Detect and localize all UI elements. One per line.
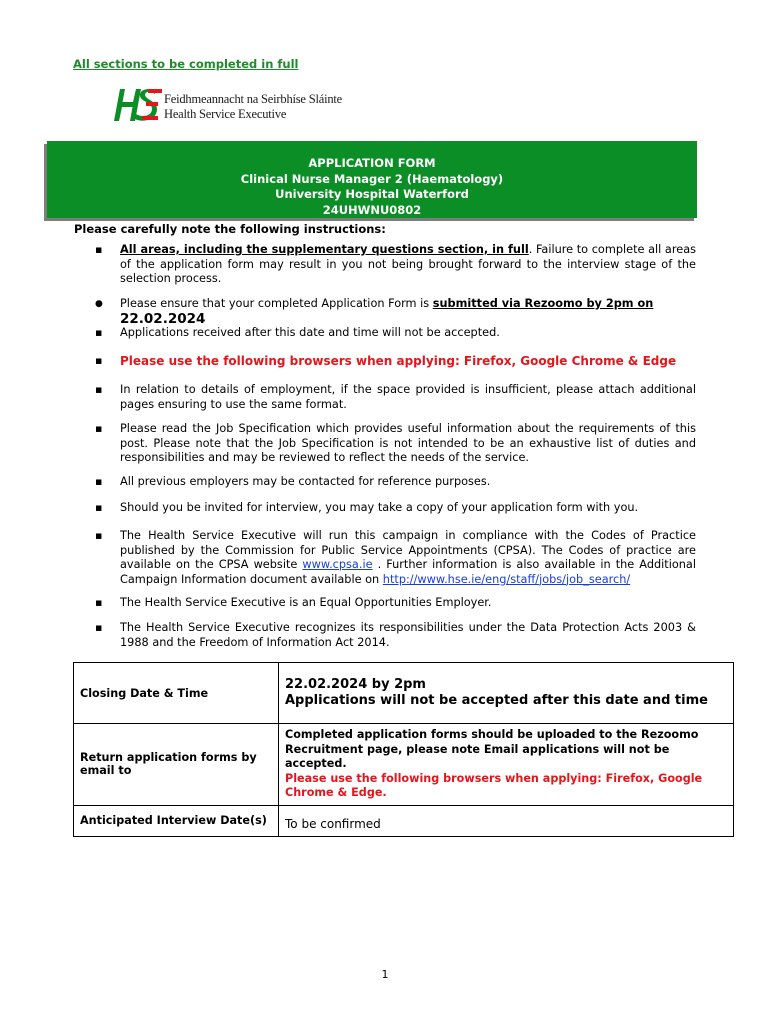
instruction-item <box>120 297 696 327</box>
cpsa-link[interactable]: www.cpsa.ie <box>302 558 373 571</box>
instruction-text: Please ensure that your completed Application Form is <box>120 297 433 310</box>
instruction-item <box>120 501 696 516</box>
table-row <box>74 724 734 806</box>
instruction-item <box>120 243 696 287</box>
closing-date-label: Closing Date & Time <box>74 663 279 724</box>
instruction-text: All previous employers may be contacted for reference purposes. <box>120 475 491 488</box>
instruction-text: The Health Service Executive recognizes its responsibilities under the Data Protection Acts 2003 & 1988 and the Freedom of Information Act 2014. <box>120 621 696 649</box>
hse-logo-text <box>164 92 342 122</box>
page-number: 1 <box>381 968 389 981</box>
instruction-bold: submitted via Rezoomo by 2pm on <box>432 297 654 310</box>
instruction-text: The Health Service Executive will run this campaign in compliance with the Codes of Practice published by the Commission for Public Service Appointments (CPSA). The Codes of practice are available on the CPSA website <box>120 529 696 571</box>
instruction-item <box>120 354 696 370</box>
instruction-item <box>120 529 696 587</box>
instruction-text: . Failure to complete all areas of the application form may result in you not being brought forward to the interview stage of the selection process. <box>120 243 697 285</box>
logo-irish-name: Feidhmeannacht na Seirbhíse Sláinte <box>164 92 343 106</box>
deadline-date: 22.02.2024 <box>120 310 206 327</box>
completion-note: All sections to be completed in full <box>73 57 299 71</box>
hse-jobs-link[interactable]: http://www.hse.ie/eng/staff/jobs/job_search/ <box>382 572 631 586</box>
banner-title: APPLICATION FORM <box>308 156 436 170</box>
instruction-item <box>120 596 696 611</box>
instruction-text: The Health Service Executive is an Equal Opportunities Employer. <box>120 596 492 609</box>
return-forms-label: Return application forms by email to <box>74 724 279 806</box>
banner-location: University Hospital Waterford <box>275 187 469 201</box>
instruction-item <box>120 475 696 490</box>
table-row <box>74 805 734 836</box>
instructions-heading: Please carefully note the following instructions: <box>74 222 386 236</box>
application-banner <box>47 141 697 218</box>
return-forms-text: Completed application forms should be uploaded to the Rezoomo Recruitment page, please note Email applications will not be accepted. <box>285 728 699 770</box>
instruction-text: Applications received after this date and time will not be accepted. <box>120 326 500 339</box>
return-forms-browser-warning: Please use the following browsers when applying: Firefox, Google Chrome & Edge. <box>285 771 703 799</box>
instruction-item <box>120 422 696 466</box>
instruction-item <box>120 383 696 412</box>
table-row <box>74 663 734 724</box>
closing-date-time: 22.02.2024 by 2pm <box>285 676 426 692</box>
interview-date-value: To be confirmed <box>279 805 734 836</box>
interview-date-label: Anticipated Interview Date(s) <box>74 805 279 836</box>
instruction-bold: All areas, including the supplementary questions section, in full <box>120 243 529 256</box>
closing-date-value <box>279 663 734 724</box>
banner-reference: 24UHWNU0802 <box>322 202 422 217</box>
instruction-item <box>120 326 696 341</box>
instruction-text: Please read the Job Specification which provides useful information about the requirements of this post. Please note that the Job Specification is not intended to be an exhaustive list of duties and responsibilities and may be reviewed to reflect the needs of the service. <box>120 422 696 464</box>
return-forms-value <box>279 724 734 806</box>
instruction-text: . Further information is also available in the Additional Campaign Information document available on <box>120 558 696 586</box>
logo-english-name: Health Service Executive <box>164 107 287 121</box>
banner-position: Clinical Nurse Manager 2 (Haematology) <box>240 171 504 186</box>
closing-date-note: Applications will not be accepted after this date and time <box>285 693 708 708</box>
instruction-text: In relation to details of employment, if the space provided is insufficient, please attach additional pages ensuring to use the same format. <box>120 383 696 411</box>
info-table <box>73 662 734 837</box>
instruction-text: Should you be invited for interview, you may take a copy of your application form with you. <box>120 501 639 514</box>
browser-warning: Please use the following browsers when applying: Firefox, Google Chrome & Edge <box>120 354 677 368</box>
instruction-item <box>120 621 696 650</box>
